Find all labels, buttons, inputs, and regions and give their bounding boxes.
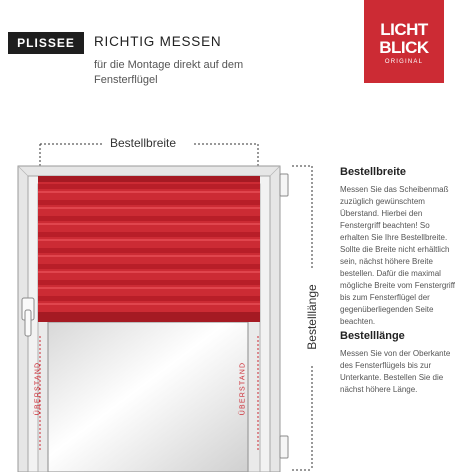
- overlap-label-right: ÜBERSTAND: [239, 361, 247, 416]
- height-info: [340, 330, 458, 396]
- page-subtitle: für die Montage direkt auf dem Fensterflügel: [94, 59, 244, 86]
- width-info-text: Messen Sie das Scheibenmaß zuzüglich gewünschtem Überstand. Hierbei den Fenstergriff beachten! So erhalten Sie Ihre Bestellbreite. Sollte die Breite nicht erhältlich sein, nächst höhere Breite bestellen. Dafür die maximal mögliche Breite vom Fenstergriff bis zum Fensterflügel der gegenüberliegenden Seite beachten.: [340, 185, 456, 326]
- width-label: Bestellbreite: [110, 136, 177, 150]
- logo-line-3: ORIGINAL: [384, 59, 424, 65]
- hinge-icon: [280, 174, 288, 458]
- logo-line-2: BLICK: [379, 38, 429, 57]
- logo-line-1: LICHT: [380, 20, 428, 39]
- width-info-heading: Bestellbreite: [340, 166, 407, 178]
- page-title: RICHTIG MESSEN: [94, 34, 222, 49]
- width-info: [340, 166, 458, 328]
- height-info-text: Messen Sie von der Oberkante des Fensterflügels bis zur Unterkante. Bestellen Sie die nächst höhere Länge.: [340, 349, 451, 394]
- overlap-label-left: ÜBERSTAND: [34, 361, 42, 416]
- glass-pane: [48, 322, 248, 472]
- height-label: Bestelllänge: [305, 284, 319, 350]
- height-info-heading: Bestelllänge: [340, 330, 405, 342]
- product-tag: PLISSEE: [8, 32, 84, 54]
- pleated-blind: [38, 176, 260, 322]
